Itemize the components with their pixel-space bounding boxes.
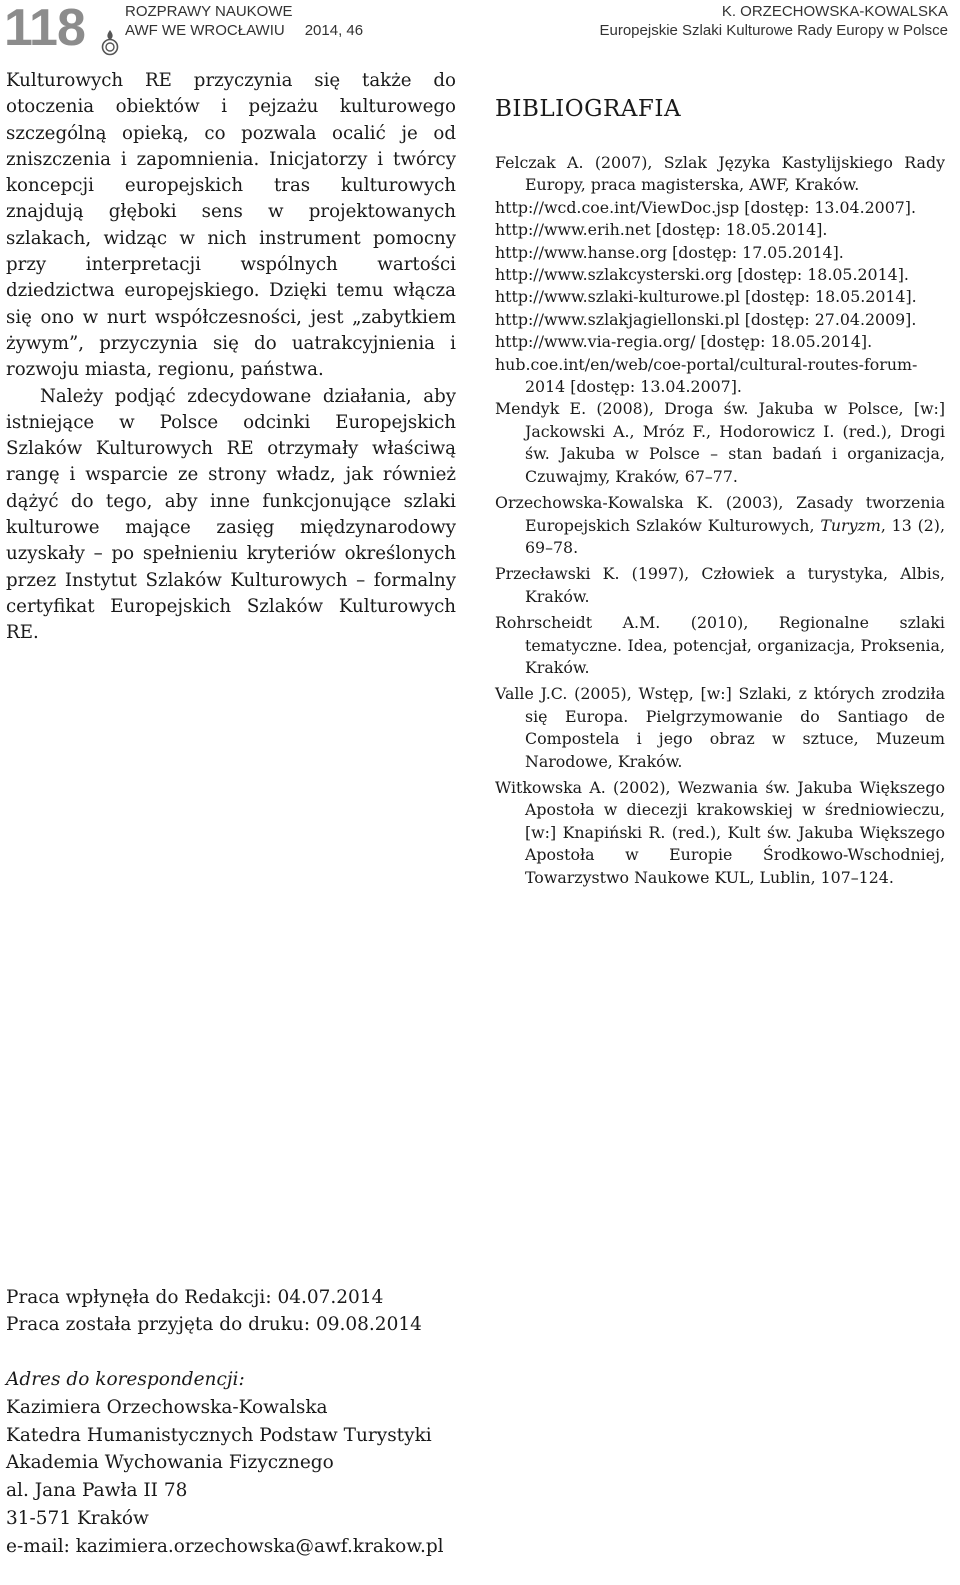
reference-item: http://wcd.coe.int/ViewDoc.jsp [dostęp: 13.04.2007]. bbox=[495, 197, 916, 217]
author-email: e-mail: kazimiera.orzechowska@awf.krakow.pl bbox=[6, 1535, 444, 1557]
journal-city: AWF WE WROCŁAWIU bbox=[125, 22, 285, 39]
running-title: Europejskie Szlaki Kulturowe Rady Europy w Polsce bbox=[599, 22, 948, 39]
page-number: 118 bbox=[4, 0, 85, 57]
correspondence-address bbox=[6, 1366, 444, 1561]
body-text bbox=[6, 68, 456, 647]
reference-item: http://www.hanse.org [dostęp: 17.05.2014]. bbox=[495, 242, 844, 262]
reference-item: Valle J.C. (2005), Wstęp, [w:] Szlaki, z których zrodziła się Europa. Pielgrzymowanie do Santiago de Compostela i jego obraz w sztuce, Muzeum Narodowe, Kraków. bbox=[495, 684, 945, 771]
bibliography-heading: BIBLIOGRAFIA bbox=[495, 96, 682, 122]
running-head bbox=[600, 2, 949, 40]
reference-text: Orzechowska-Kowalska K. (2003), Zasady tworzenia Europejskich Szlaków Kulturowych, bbox=[495, 493, 945, 535]
reference-list bbox=[495, 152, 945, 889]
reference-item: http://www.szlakjagiellonski.pl [dostęp: 27.04.2009]. bbox=[495, 309, 917, 329]
reference-item: http://www.szlaki-kulturowe.pl [dostęp: 18.05.2014]. bbox=[495, 287, 917, 307]
page-header bbox=[0, 0, 960, 60]
reference-item: http://www.erih.net [dostęp: 18.05.2014]. bbox=[495, 220, 828, 240]
reference-item: Rohrscheidt A.M. (2010), Regionalne szlaki tematyczne. Idea, potencjał, organizacja, Proksenia, Kraków. bbox=[495, 613, 945, 677]
running-author: K. ORZECHOWSKA-KOWALSKA bbox=[721, 3, 948, 20]
journal-name bbox=[125, 2, 363, 40]
reference-item: hub.coe.int/en/web/coe-portal/cultural-routes-forum-2014 [dostęp: 13.04.2007]. bbox=[495, 354, 918, 397]
author-street: al. Jana Pawła II 78 bbox=[6, 1480, 188, 1502]
reference-item: http://www.via-regia.org/ [dostęp: 18.05.2014]. bbox=[495, 332, 873, 352]
awf-logo-icon bbox=[100, 28, 120, 56]
reference-item: Felczak A. (2007), Szlak Języka Kastylijskiego Rady Europy, praca magisterska, AWF, Kraków. bbox=[495, 153, 945, 195]
author-city: 31-571 Kraków bbox=[6, 1507, 149, 1529]
reference-item: Przecławski K. (1997), Człowiek a turystyka, Albis, Kraków. bbox=[495, 564, 945, 606]
reference-item: Mendyk E. (2008), Droga św. Jakuba w Polsce, [w:] Jackowski A., Mróz F., Hodorowicz I. (red.), Drogi św. Jakuba w Polsce – stan badań i organizacja, Czuwajmy, Kraków, 67–77. bbox=[495, 399, 945, 486]
correspondence-label: Adres do korespondencji: bbox=[6, 1369, 245, 1390]
received-date: Praca wpłynęła do Redakcji: 04.07.2014 bbox=[6, 1287, 384, 1308]
bibliography bbox=[495, 96, 945, 893]
reference-text: , 13 (2), 69–78. bbox=[525, 515, 945, 557]
journal-line-2 bbox=[125, 21, 363, 40]
author-name: Kazimiera Orzechowska-Kowalska bbox=[6, 1396, 328, 1418]
reference-journal: Turyzm bbox=[820, 515, 881, 535]
author-department: Katedra Humanistycznych Podstaw Turystyki bbox=[6, 1424, 432, 1446]
receipt-dates bbox=[6, 1284, 422, 1338]
accepted-date: Praca została przyjęta do druku: 09.08.2014 bbox=[6, 1314, 422, 1335]
reference-item bbox=[495, 492, 945, 559]
author-university: Akademia Wychowania Fizycznego bbox=[6, 1452, 334, 1474]
reference-item: Witkowska A. (2002), Wezwania św. Jakuba Większego Apostoła w diecezji krakowskiej w średniowieczu, [w:] Knapiński R. (red.), Kult św. Jakuba Większego Apostoła w Europie Środkowo-Wschodniej, Towarzystwo Naukowe KUL, Lublin, 107–124. bbox=[495, 777, 945, 887]
reference-item: http://www.szlakcysterski.org [dostęp: 18.05.2014]. bbox=[495, 265, 909, 285]
issue-number: 2014, 46 bbox=[304, 22, 364, 39]
body-paragraph: Należy podjąć zdecydowane działania, aby istniejące w Polsce odcinki Europejskich Szlaków Kulturowych RE otrzymały właściwą rangę i wsparcie ze strony władz, jak również dążyć do tego, aby inne funkcjonujące szlaki kulturowe mające zasięg międzynarodowy uzyskały – po spełnieniu kryteriów określonych przez Instytut Szlaków Kulturowych – formalny certyfikat Europejskich Szlaków Kulturowych RE. bbox=[6, 385, 456, 644]
body-paragraph: Kulturowych RE przyczynia się także do otoczenia obiektów i pejzażu kulturowego szczególną opieką, co pozwala ocalić je od zniszczenia i zapomnienia. Inicjatorzy i twórcy koncepcji europejskich tras kulturowych znajdują głęboki sens w projektowanych szlakach, widząc w nich instrument pomocny przy interpretacji wspólnych wartości dziedzictwa europejskiego. Dzięki temu włącza się ono w nurt współczesności, jest „zabytkiem żywym”, przyczynia się do uatrakcyjnienia i rozwoju miasta, regionu, państwa. bbox=[6, 70, 456, 381]
journal-line-1: ROZPRAWY NAUKOWE bbox=[125, 3, 293, 20]
